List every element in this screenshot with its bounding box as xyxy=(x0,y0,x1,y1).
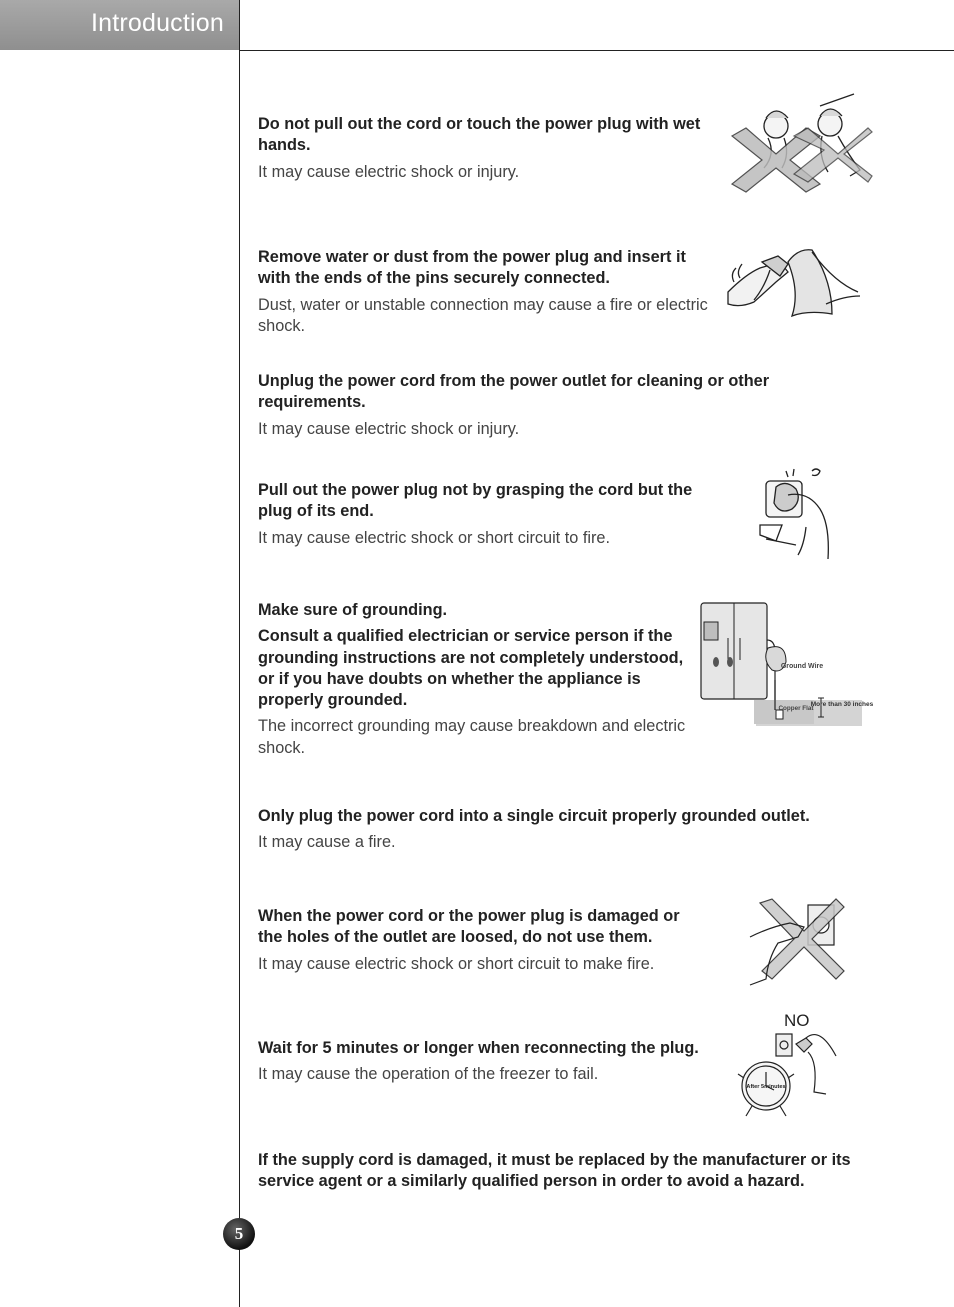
plug-cleaning-illustration xyxy=(726,244,862,320)
wet-hands-illustration xyxy=(724,96,864,188)
warning-heading: Pull out the power plug not by grasping the cord but the plug of its end. xyxy=(258,481,693,521)
warning-heading: If the supply cord is damaged, it must be replaced by the manufacturer or its service agent or a similarly qualified person in order to avoid a hazard. xyxy=(258,1151,851,1191)
warning-heading: When the power cord or the power plug is damaged or the holes of the outlet are loosed, do not use them. xyxy=(258,907,680,947)
warning-text: Dust, water or unstable connection may cause a fire or electric shock. xyxy=(258,295,708,335)
warning-heading: Do not pull out the cord or touch the power plug with wet hands. xyxy=(258,115,701,155)
section-title: Introduction xyxy=(90,9,224,37)
warning-item-damaged-cord xyxy=(258,906,698,975)
reconnect-illustration xyxy=(736,1008,844,1120)
copper-flat-label: Copper Flat xyxy=(778,705,814,712)
ground-wire-label: Ground Wire xyxy=(780,663,824,670)
warning-text: It may cause electric shock or injury. xyxy=(258,419,520,438)
damaged-outlet-illustration xyxy=(746,897,846,989)
warning-text: It may cause the operation of the freezer to fail. xyxy=(258,1065,599,1084)
warning-heading: Wait for 5 minutes or longer when reconnecting the plug. xyxy=(258,1039,699,1057)
warning-text: It may cause a fire. xyxy=(258,833,396,852)
pull-plug-illustration xyxy=(756,467,840,563)
header-rule xyxy=(239,50,954,51)
warning-item-unplug-cleaning xyxy=(258,371,838,440)
warning-item-supply-cord xyxy=(258,1150,868,1193)
warning-heading: Make sure of grounding. xyxy=(258,601,448,619)
warning-text: It may cause electric shock or short circuit to make fire. xyxy=(258,954,655,973)
margin-rule xyxy=(239,0,240,1307)
warning-item-dust-plug xyxy=(258,247,718,337)
page-number: 5 xyxy=(223,1218,255,1250)
warning-text: The incorrect grounding may cause breakdown and electric shock. xyxy=(258,717,686,757)
depth-label: More than 30 inches xyxy=(810,701,874,708)
warning-heading: Remove water or dust from the power plug and insert it with the ends of the pins securely connected. xyxy=(258,248,686,288)
grounding-diagram xyxy=(698,600,874,728)
warning-heading: Only plug the power cord into a single circuit properly grounded outlet. xyxy=(258,807,810,825)
warning-text: It may cause electric shock or injury. xyxy=(258,162,520,181)
warning-item-wet-hands xyxy=(258,114,718,183)
warning-text: It may cause electric shock or short circuit to fire. xyxy=(258,528,610,547)
warning-item-reconnect xyxy=(258,1038,728,1086)
warning-heading: Unplug the power cord from the power outlet for cleaning or other requirements. xyxy=(258,372,770,412)
warning-subheading: Consult a qualified electrician or service person if the grounding instructions are not completely understood, or if you have doubts on whether the appliance is properly grounded. xyxy=(258,627,684,710)
no-label: NO xyxy=(784,1011,810,1030)
warning-item-pull-plug xyxy=(258,480,718,549)
section-tab xyxy=(0,0,239,50)
warning-item-single-circuit xyxy=(258,806,858,854)
warning-item-grounding xyxy=(258,600,698,759)
clock-label: After 5minutes xyxy=(746,1084,786,1090)
